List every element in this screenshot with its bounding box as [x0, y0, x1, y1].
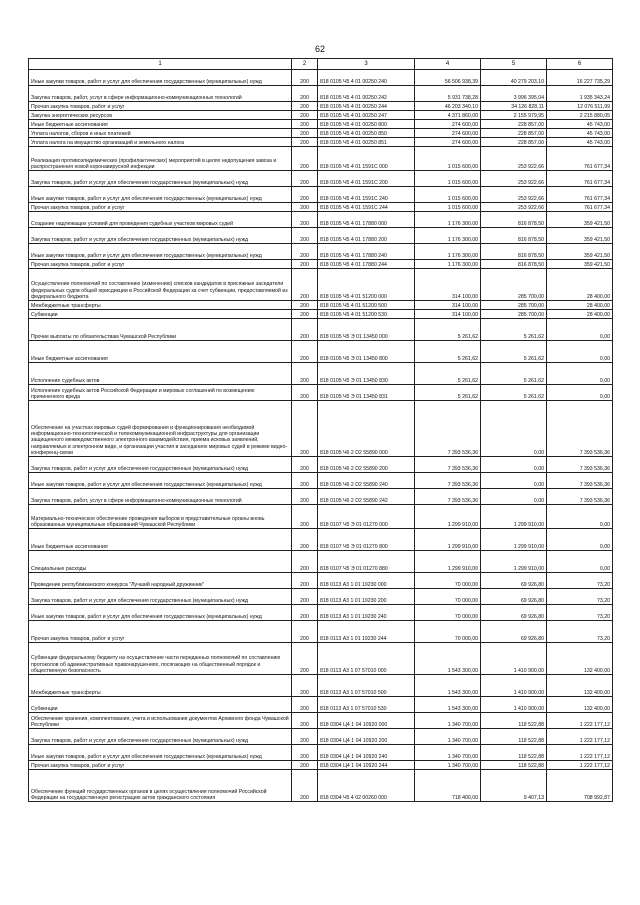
row-name-cell: Иные закупки товаров, работ и услуг для обеспечения государственных (муниципальных) нужд — [29, 473, 292, 489]
row-classification-code-cell: 818 0105 Ч5 4 01 00250 244 — [318, 102, 415, 111]
row-unexecuted-amount-cell: 45 743,00 — [547, 120, 613, 129]
row-name-cell: Иные закупки товаров, работ и услуг для обеспечения государственных (муниципальных) нужд — [29, 70, 292, 86]
row-executed-amount-cell: 816 878,50 — [481, 244, 547, 260]
row-name-cell: Исполнение судебных актов — [29, 363, 292, 385]
row-unexecuted-amount-cell: 12 076 511,99 — [547, 102, 613, 111]
row-name-cell: Осуществление полномочий по составлению (изменению) списков кандидатов в присяжные заседатели федеральных судов общей юрисдикции в Российской Федерации за счет субвенции, предоставляемой из федерального бюджета — [29, 269, 292, 301]
row-unexecuted-amount-cell: 359 421,50 — [547, 212, 613, 228]
row-executed-amount-cell: 228 857,00 — [481, 120, 547, 129]
row-line-code-cell: 200 — [292, 129, 318, 138]
row-unexecuted-amount-cell: 0,00 — [547, 385, 613, 401]
table-row — [29, 401, 613, 457]
row-line-code-cell: 200 — [292, 120, 318, 129]
row-name-cell: Прочие выплаты по обязательствам Чувашской Республики — [29, 319, 292, 341]
row-line-code-cell: 200 — [292, 505, 318, 529]
row-name-cell: Реализация противоэпидемических (профилактических) мероприятий в целях недопущения завоза и распространения новой коронавирусной инфекции — [29, 147, 292, 171]
row-unexecuted-amount-cell: 0,00 — [547, 505, 613, 529]
row-approved-amount-cell: 7 393 536,36 — [415, 489, 481, 505]
row-classification-code-cell: 818 0105 Ч5 4 01 00250 800 — [318, 120, 415, 129]
row-name-cell: Иные закупки товаров, работ и услуг для обеспечения государственных (муниципальных) нужд — [29, 605, 292, 621]
row-executed-amount-cell: 5 261,62 — [481, 319, 547, 341]
row-line-code-cell: 200 — [292, 171, 318, 187]
table-body — [29, 70, 613, 802]
row-unexecuted-amount-cell: 1 222 177,12 — [547, 713, 613, 729]
row-unexecuted-amount-cell: 132 400,00 — [547, 643, 613, 675]
row-line-code-cell: 200 — [292, 269, 318, 301]
row-name-cell: Иные закупки товаров, работ и услуг для обеспечения государственных (муниципальных) нужд — [29, 745, 292, 761]
row-unexecuted-amount-cell: 761 677,34 — [547, 147, 613, 171]
row-approved-amount-cell: 1 176 300,00 — [415, 228, 481, 244]
row-classification-code-cell: 818 0304 Ц4 1 04 10920 244 — [318, 761, 415, 770]
row-executed-amount-cell: 118 522,88 — [481, 729, 547, 745]
row-classification-code-cell: 818 0105 Ч5 4 01 00250 850 — [318, 129, 415, 138]
row-name-cell: Закупка товаров, работ, услуг в сфере информационно-коммуникационных технологий — [29, 489, 292, 505]
row-line-code-cell: 200 — [292, 605, 318, 621]
row-name-cell: Закупка товаров, работ и услуг для обеспечения государственных (муниципальных) нужд — [29, 228, 292, 244]
row-line-code-cell: 200 — [292, 529, 318, 551]
row-unexecuted-amount-cell: 2 215 880,05 — [547, 111, 613, 120]
row-unexecuted-amount-cell: 0,00 — [547, 319, 613, 341]
row-classification-code-cell: 818 0105 Ч5 Э 01 13450 831 — [318, 385, 415, 401]
row-executed-amount-cell: 3 996 395,04 — [481, 86, 547, 102]
row-line-code-cell: 200 — [292, 697, 318, 713]
row-executed-amount-cell: 118 522,88 — [481, 761, 547, 770]
row-approved-amount-cell: 56 506 938,39 — [415, 70, 481, 86]
row-name-cell: Межбюджетные трансферты — [29, 301, 292, 310]
table-row — [29, 573, 613, 589]
row-approved-amount-cell: 70 000,00 — [415, 589, 481, 605]
table-row — [29, 341, 613, 363]
row-approved-amount-cell: 1 299 910,00 — [415, 551, 481, 573]
table-row — [29, 643, 613, 675]
row-unexecuted-amount-cell: 761 677,34 — [547, 187, 613, 203]
row-classification-code-cell: 818 0105 Ч5 4 01 00250 247 — [318, 111, 415, 120]
row-approved-amount-cell: 1 015 600,00 — [415, 187, 481, 203]
row-executed-amount-cell: 2 155 979,95 — [481, 111, 547, 120]
row-executed-amount-cell: 0,00 — [481, 401, 547, 457]
row-classification-code-cell: 818 0113 А3 1 07 57010 000 — [318, 643, 415, 675]
row-approved-amount-cell: 718 400,00 — [415, 770, 481, 802]
row-unexecuted-amount-cell: 0,00 — [547, 341, 613, 363]
row-name-cell: Закупка товаров, работ и услуг для обеспечения государственных (муниципальных) нужд — [29, 729, 292, 745]
row-line-code-cell: 200 — [292, 457, 318, 473]
row-executed-amount-cell: 1 299 910,00 — [481, 551, 547, 573]
row-approved-amount-cell: 70 000,00 — [415, 605, 481, 621]
row-executed-amount-cell: 285 700,00 — [481, 301, 547, 310]
row-classification-code-cell: 818 0105 Ч5 4 01 1591С 200 — [318, 171, 415, 187]
table-row — [29, 138, 613, 147]
row-approved-amount-cell: 70 000,00 — [415, 621, 481, 643]
row-line-code-cell: 200 — [292, 770, 318, 802]
row-unexecuted-amount-cell: 0,00 — [547, 551, 613, 573]
row-line-code-cell: 200 — [292, 761, 318, 770]
row-approved-amount-cell: 5 931 738,28 — [415, 86, 481, 102]
table-row — [29, 551, 613, 573]
row-approved-amount-cell: 5 261,62 — [415, 363, 481, 385]
table-row — [29, 675, 613, 697]
row-executed-amount-cell: 253 922,66 — [481, 147, 547, 171]
row-name-cell: Прочая закупка товаров, работ и услуг — [29, 102, 292, 111]
row-line-code-cell: 200 — [292, 401, 318, 457]
row-name-cell: Специальные расходы — [29, 551, 292, 573]
row-approved-amount-cell: 1 176 300,00 — [415, 212, 481, 228]
row-classification-code-cell: 818 0105 Ч5 4 01 17880 240 — [318, 244, 415, 260]
row-name-cell: Обеспечение хранения, комплектования, учета и использования документов Архивного фонда Чувашской Республики — [29, 713, 292, 729]
row-unexecuted-amount-cell: 1 222 177,12 — [547, 761, 613, 770]
table-row — [29, 761, 613, 770]
row-name-cell: Обеспечение на участках мировых судей формирования и функционирования необходимой информационно-технологической и телекоммуникационной инфраструктуры для организации защищенного межведомственного электронного взаимодействия, приема исковых заявлений, направляемых в электронном виде, и организации участия в заседаниях мировых судей в режиме видео-конференц-связи — [29, 401, 292, 457]
row-approved-amount-cell: 7 393 536,36 — [415, 473, 481, 489]
row-line-code-cell: 200 — [292, 489, 318, 505]
row-line-code-cell: 200 — [292, 745, 318, 761]
table-row — [29, 529, 613, 551]
row-name-cell: Иные закупки товаров, работ и услуг для обеспечения государственных (муниципальных) нужд — [29, 244, 292, 260]
table-row — [29, 244, 613, 260]
row-classification-code-cell: 818 0105 Ч5 4 01 51200 000 — [318, 269, 415, 301]
row-line-code-cell: 200 — [292, 473, 318, 489]
row-approved-amount-cell: 70 000,00 — [415, 573, 481, 589]
row-line-code-cell: 200 — [292, 301, 318, 310]
row-line-code-cell: 200 — [292, 713, 318, 729]
row-executed-amount-cell: 69 926,80 — [481, 589, 547, 605]
table-row — [29, 310, 613, 319]
row-executed-amount-cell: 816 878,50 — [481, 228, 547, 244]
table-row — [29, 187, 613, 203]
row-name-cell: Прочая закупка товаров, работ и услуг — [29, 621, 292, 643]
table-row — [29, 102, 613, 111]
row-approved-amount-cell: 274 600,00 — [415, 129, 481, 138]
row-name-cell: Материально-техническое обеспечение проведения выборов в представительные органы вновь образованных муниципальных образований Чувашской Республики — [29, 505, 292, 529]
table-row — [29, 457, 613, 473]
row-name-cell: Закупка товаров, работ и услуг для обеспечения государственных (муниципальных) нужд — [29, 457, 292, 473]
row-approved-amount-cell: 1 340 700,00 — [415, 745, 481, 761]
row-executed-amount-cell: 69 926,80 — [481, 621, 547, 643]
row-unexecuted-amount-cell: 16 227 735,29 — [547, 70, 613, 86]
row-classification-code-cell: 818 0105 Ч5 4 01 17880 000 — [318, 212, 415, 228]
row-approved-amount-cell: 7 393 536,36 — [415, 457, 481, 473]
row-executed-amount-cell: 0,00 — [481, 473, 547, 489]
row-approved-amount-cell: 1 176 300,00 — [415, 260, 481, 269]
row-executed-amount-cell: 1 410 900,00 — [481, 643, 547, 675]
row-approved-amount-cell: 1 015 600,00 — [415, 147, 481, 171]
row-executed-amount-cell: 34 126 828,11 — [481, 102, 547, 111]
row-line-code-cell: 200 — [292, 675, 318, 697]
row-executed-amount-cell: 228 857,00 — [481, 138, 547, 147]
table-row — [29, 621, 613, 643]
row-name-cell: Обеспечение функций государственных органов в целях осуществления полномочий Российской Федерации на государственную регистрацию актов гражданского состояния — [29, 770, 292, 802]
row-name-cell: Прочая закупка товаров, работ и услуг — [29, 260, 292, 269]
row-classification-code-cell: 818 0105 Ч6 2 D2 55890 200 — [318, 457, 415, 473]
row-approved-amount-cell: 314 100,00 — [415, 269, 481, 301]
row-approved-amount-cell: 1 015 600,00 — [415, 171, 481, 187]
row-executed-amount-cell: 5 261,62 — [481, 385, 547, 401]
row-classification-code-cell: 818 0113 А3 1 01 19230 000 — [318, 573, 415, 589]
row-classification-code-cell: 818 0105 Ч5 4 01 51200 530 — [318, 310, 415, 319]
row-approved-amount-cell: 46 203 340,10 — [415, 102, 481, 111]
row-approved-amount-cell: 274 600,00 — [415, 138, 481, 147]
row-approved-amount-cell: 314 100,00 — [415, 301, 481, 310]
row-classification-code-cell: 818 0107 Ч5 Э 01 01270 800 — [318, 529, 415, 551]
row-unexecuted-amount-cell: 359 421,50 — [547, 244, 613, 260]
header-cell-3: 3 — [318, 59, 415, 70]
row-executed-amount-cell: 1 410 900,00 — [481, 697, 547, 713]
row-name-cell: Исполнение судебных актов Российской Федерации и мировых соглашений по возмещению причиненного вреда — [29, 385, 292, 401]
row-name-cell: Прочая закупка товаров, работ и услуг — [29, 761, 292, 770]
row-classification-code-cell: 818 0113 А3 1 01 19230 200 — [318, 589, 415, 605]
row-unexecuted-amount-cell: 73,20 — [547, 605, 613, 621]
row-approved-amount-cell: 1 176 300,00 — [415, 244, 481, 260]
row-unexecuted-amount-cell: 761 677,34 — [547, 171, 613, 187]
row-approved-amount-cell: 274 600,00 — [415, 120, 481, 129]
row-classification-code-cell: 818 0105 Ч5 4 01 17880 200 — [318, 228, 415, 244]
row-classification-code-cell: 818 0113 А3 1 01 19230 240 — [318, 605, 415, 621]
row-classification-code-cell: 818 0304 Ц4 1 04 10920 000 — [318, 713, 415, 729]
table-row — [29, 729, 613, 745]
row-line-code-cell: 200 — [292, 138, 318, 147]
row-approved-amount-cell: 1 340 700,00 — [415, 729, 481, 745]
row-line-code-cell: 200 — [292, 643, 318, 675]
row-classification-code-cell: 818 0304 Ч5 4 02 00260 000 — [318, 770, 415, 802]
row-executed-amount-cell: 1 299 910,00 — [481, 529, 547, 551]
row-executed-amount-cell: 5 261,62 — [481, 341, 547, 363]
row-line-code-cell: 200 — [292, 621, 318, 643]
row-approved-amount-cell: 1 543 300,00 — [415, 675, 481, 697]
row-classification-code-cell: 818 0105 Ч5 4 01 17880 244 — [318, 260, 415, 269]
table-header-row — [29, 59, 613, 70]
row-unexecuted-amount-cell: 0,00 — [547, 529, 613, 551]
row-classification-code-cell: 818 0105 Ч5 Э 01 13450 830 — [318, 363, 415, 385]
row-line-code-cell: 200 — [292, 385, 318, 401]
row-unexecuted-amount-cell: 132 400,00 — [547, 697, 613, 713]
row-executed-amount-cell: 228 857,00 — [481, 129, 547, 138]
row-name-cell: Иные бюджетные ассигнования — [29, 529, 292, 551]
row-name-cell: Прочая закупка товаров, работ и услуг — [29, 203, 292, 212]
table-row — [29, 86, 613, 102]
row-classification-code-cell: 818 0304 Ц4 1 04 10920 240 — [318, 745, 415, 761]
row-name-cell: Субвенции — [29, 697, 292, 713]
row-executed-amount-cell: 69 926,80 — [481, 605, 547, 621]
table-row — [29, 260, 613, 269]
row-unexecuted-amount-cell: 45 743,00 — [547, 129, 613, 138]
row-classification-code-cell: 818 0113 А3 1 01 19230 244 — [318, 621, 415, 643]
table-row — [29, 129, 613, 138]
table-row — [29, 385, 613, 401]
table-row — [29, 228, 613, 244]
row-unexecuted-amount-cell: 28 400,00 — [547, 310, 613, 319]
row-classification-code-cell: 818 0105 Ч5 Э 01 13450 000 — [318, 319, 415, 341]
row-executed-amount-cell: 816 878,50 — [481, 260, 547, 269]
row-unexecuted-amount-cell: 28 400,00 — [547, 301, 613, 310]
row-line-code-cell: 200 — [292, 147, 318, 171]
row-executed-amount-cell: 0,00 — [481, 489, 547, 505]
row-classification-code-cell: 818 0113 А3 1 07 57010 500 — [318, 675, 415, 697]
row-unexecuted-amount-cell: 73,20 — [547, 573, 613, 589]
row-approved-amount-cell: 1 015 600,00 — [415, 203, 481, 212]
row-unexecuted-amount-cell: 7 393 536,36 — [547, 473, 613, 489]
row-line-code-cell: 200 — [292, 102, 318, 111]
row-unexecuted-amount-cell: 28 400,00 — [547, 269, 613, 301]
row-executed-amount-cell: 253 922,66 — [481, 203, 547, 212]
row-classification-code-cell: 818 0105 Ч5 Э 01 13450 800 — [318, 341, 415, 363]
table-row — [29, 589, 613, 605]
row-classification-code-cell: 818 0105 Ч5 4 01 00250 242 — [318, 86, 415, 102]
row-line-code-cell: 200 — [292, 589, 318, 605]
row-approved-amount-cell: 1 340 700,00 — [415, 713, 481, 729]
row-classification-code-cell: 818 0304 Ц4 1 04 10920 200 — [318, 729, 415, 745]
table-row — [29, 147, 613, 171]
row-unexecuted-amount-cell: 0,00 — [547, 363, 613, 385]
table-row — [29, 212, 613, 228]
row-unexecuted-amount-cell: 7 393 536,36 — [547, 401, 613, 457]
row-approved-amount-cell: 5 261,62 — [415, 385, 481, 401]
table-row — [29, 301, 613, 310]
row-name-cell: Иные бюджетные ассигнования — [29, 120, 292, 129]
row-unexecuted-amount-cell: 1 222 177,12 — [547, 745, 613, 761]
row-unexecuted-amount-cell: 359 421,50 — [547, 260, 613, 269]
row-name-cell: Иные закупки товаров, работ и услуг для обеспечения государственных (муниципальных) нужд — [29, 187, 292, 203]
table-row — [29, 363, 613, 385]
row-name-cell: Иные бюджетные ассигнования — [29, 341, 292, 363]
row-approved-amount-cell: 1 299 910,00 — [415, 529, 481, 551]
row-approved-amount-cell: 1 543 300,00 — [415, 643, 481, 675]
row-name-cell: Субвенции федеральному бюджету на осуществление части переданных полномочий по составлению протоколов об административных правонарушениях, посягающих на общественный порядок и общественную безопасность — [29, 643, 292, 675]
row-unexecuted-amount-cell: 708 992,87 — [547, 770, 613, 802]
page-number: 62 — [314, 44, 325, 54]
row-line-code-cell: 200 — [292, 729, 318, 745]
row-line-code-cell: 200 — [292, 363, 318, 385]
table-row — [29, 605, 613, 621]
row-unexecuted-amount-cell: 7 393 536,36 — [547, 457, 613, 473]
row-executed-amount-cell: 9 407,13 — [481, 770, 547, 802]
row-line-code-cell: 200 — [292, 551, 318, 573]
row-line-code-cell: 200 — [292, 244, 318, 260]
row-classification-code-cell: 818 0105 Ч6 2 D2 55890 000 — [318, 401, 415, 457]
row-unexecuted-amount-cell: 132 400,00 — [547, 675, 613, 697]
row-name-cell: Уплата налогов, сборов и иных платежей — [29, 129, 292, 138]
header-cell-6: 6 — [547, 59, 613, 70]
row-approved-amount-cell: 1 299 910,00 — [415, 505, 481, 529]
row-name-cell: Создание надлежащих условий для проведения судебных участков мировых судей — [29, 212, 292, 228]
row-classification-code-cell: 818 0105 Ч6 2 D2 55890 242 — [318, 489, 415, 505]
row-line-code-cell: 200 — [292, 310, 318, 319]
row-unexecuted-amount-cell: 45 743,00 — [547, 138, 613, 147]
row-executed-amount-cell: 253 922,66 — [481, 187, 547, 203]
row-unexecuted-amount-cell: 1 935 343,24 — [547, 86, 613, 102]
row-line-code-cell: 200 — [292, 187, 318, 203]
row-name-cell: Закупка товаров, работ и услуг для обеспечения государственных (муниципальных) нужд — [29, 589, 292, 605]
table-row — [29, 171, 613, 187]
row-classification-code-cell: 818 0105 Ч5 4 01 51200 500 — [318, 301, 415, 310]
row-name-cell: Субвенции — [29, 310, 292, 319]
row-classification-code-cell: 818 0105 Ч5 4 01 00250 240 — [318, 70, 415, 86]
table-row — [29, 770, 613, 802]
row-line-code-cell: 200 — [292, 212, 318, 228]
table-row — [29, 473, 613, 489]
row-classification-code-cell: 818 0107 Ч5 Э 01 01270 880 — [318, 551, 415, 573]
table-row — [29, 269, 613, 301]
header-cell-2: 2 — [292, 59, 318, 70]
row-classification-code-cell: 818 0105 Ч5 4 01 1591С 244 — [318, 203, 415, 212]
row-approved-amount-cell: 1 543 300,00 — [415, 697, 481, 713]
row-executed-amount-cell: 253 922,66 — [481, 171, 547, 187]
row-unexecuted-amount-cell: 73,20 — [547, 621, 613, 643]
budget-execution-table — [28, 58, 613, 802]
row-executed-amount-cell: 69 926,80 — [481, 573, 547, 589]
row-line-code-cell: 200 — [292, 203, 318, 212]
row-executed-amount-cell: 5 261,62 — [481, 363, 547, 385]
row-line-code-cell: 200 — [292, 86, 318, 102]
row-name-cell: Закупка товаров, работ, услуг в сфере информационно-коммуникационных технологий — [29, 86, 292, 102]
row-name-cell: Уплата налога на имущество организаций и земельного налога — [29, 138, 292, 147]
row-unexecuted-amount-cell: 7 393 536,36 — [547, 489, 613, 505]
row-approved-amount-cell: 314 100,00 — [415, 310, 481, 319]
row-line-code-cell: 200 — [292, 111, 318, 120]
row-classification-code-cell: 818 0113 А3 1 07 57010 530 — [318, 697, 415, 713]
table-row — [29, 70, 613, 86]
row-line-code-cell: 200 — [292, 341, 318, 363]
row-executed-amount-cell: 816 878,50 — [481, 212, 547, 228]
row-approved-amount-cell: 5 261,62 — [415, 319, 481, 341]
row-classification-code-cell: 818 0107 Ч5 Э 01 01270 000 — [318, 505, 415, 529]
row-name-cell: Закупка энергетических ресурсов — [29, 111, 292, 120]
header-cell-4: 4 — [415, 59, 481, 70]
table-row — [29, 697, 613, 713]
row-name-cell: Проведение республиканского конкурса "Лучший народный дружинник" — [29, 573, 292, 589]
table-row — [29, 319, 613, 341]
table-row — [29, 120, 613, 129]
row-approved-amount-cell: 4 371 860,00 — [415, 111, 481, 120]
row-classification-code-cell: 818 0105 Ч5 4 01 1591С 000 — [318, 147, 415, 171]
row-unexecuted-amount-cell: 1 222 177,12 — [547, 729, 613, 745]
row-name-cell: Межбюджетные трансферты — [29, 675, 292, 697]
row-line-code-cell: 200 — [292, 228, 318, 244]
row-classification-code-cell: 818 0105 Ч6 2 D2 55890 240 — [318, 473, 415, 489]
row-unexecuted-amount-cell: 73,20 — [547, 589, 613, 605]
table-row — [29, 489, 613, 505]
row-executed-amount-cell: 118 522,88 — [481, 745, 547, 761]
row-executed-amount-cell: 0,00 — [481, 457, 547, 473]
row-executed-amount-cell: 1 299 910,00 — [481, 505, 547, 529]
row-line-code-cell: 200 — [292, 573, 318, 589]
table-row — [29, 111, 613, 120]
row-line-code-cell: 200 — [292, 260, 318, 269]
row-name-cell: Закупка товаров, работ и услуг для обеспечения государственных (муниципальных) нужд — [29, 171, 292, 187]
row-approved-amount-cell: 5 261,62 — [415, 341, 481, 363]
row-approved-amount-cell: 7 393 536,36 — [415, 401, 481, 457]
row-unexecuted-amount-cell: 761 677,34 — [547, 203, 613, 212]
header-cell-5: 5 — [481, 59, 547, 70]
table-row — [29, 505, 613, 529]
row-executed-amount-cell: 40 279 203,10 — [481, 70, 547, 86]
header-cell-1: 1 — [29, 59, 292, 70]
row-approved-amount-cell: 1 340 700,00 — [415, 761, 481, 770]
row-executed-amount-cell: 118 522,88 — [481, 713, 547, 729]
table-row — [29, 203, 613, 212]
row-classification-code-cell: 818 0105 Ч5 4 01 00250 851 — [318, 138, 415, 147]
row-executed-amount-cell: 285 700,00 — [481, 269, 547, 301]
row-line-code-cell: 200 — [292, 70, 318, 86]
row-unexecuted-amount-cell: 359 421,50 — [547, 228, 613, 244]
row-executed-amount-cell: 1 410 900,00 — [481, 675, 547, 697]
row-executed-amount-cell: 285 700,00 — [481, 310, 547, 319]
row-line-code-cell: 200 — [292, 319, 318, 341]
row-classification-code-cell: 818 0105 Ч5 4 01 1591С 240 — [318, 187, 415, 203]
table-row — [29, 745, 613, 761]
table-row — [29, 713, 613, 729]
